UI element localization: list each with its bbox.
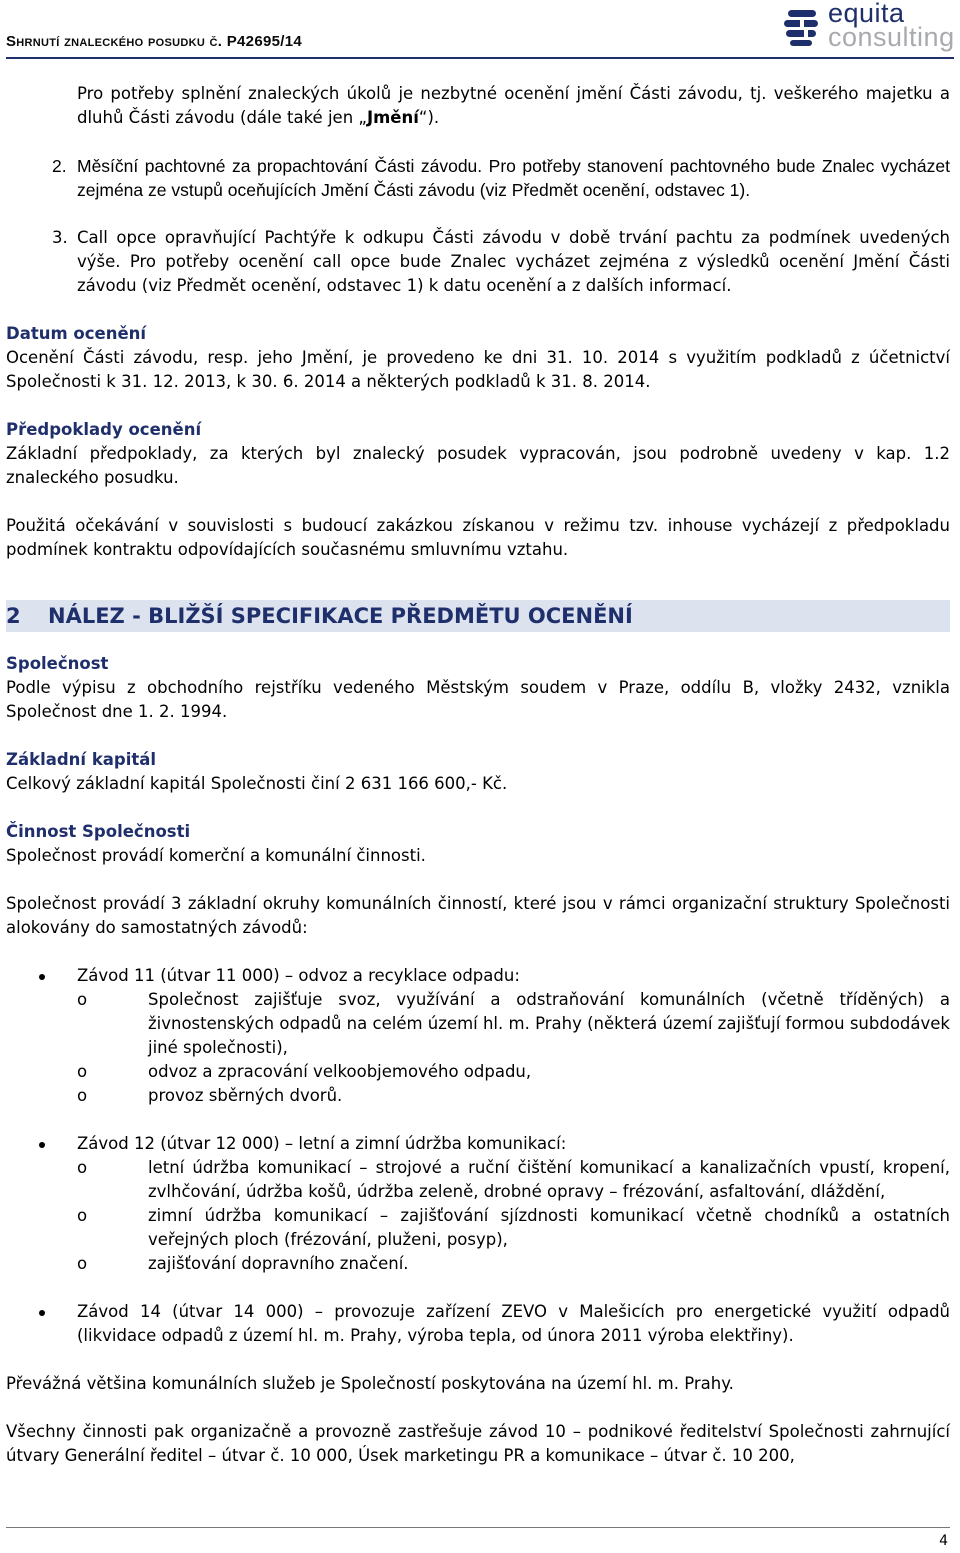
spolecnost-text: Podle výpisu z obchodního rejstříku vedeného Městským soudem v Praze, oddílu B, vložky 2432, vznikla Společnost dne 1. 2. 1994. [6, 678, 950, 721]
header-divider [6, 57, 954, 59]
sub-list-item: o odvoz a zpracování velkoobjemového odpadu, [77, 1060, 950, 1084]
sub-list [77, 988, 950, 1108]
section-heading-2 [6, 600, 950, 632]
plant-label: Závod 14 (útvar 14 000) – provozuje zařízení ZEVO v Malešicích pro energetické využití odpadů (likvidace odpadů z území hl. m. Prahy, výroba tepla, od února 2011 výroba elektřiny). [77, 1302, 950, 1345]
list-item-plant-11 [6, 964, 950, 1132]
heading-cinnost: Činnost Společnosti [6, 822, 191, 841]
predpoklady-text-2: Použitá očekávání v souvislosti s budoucí zakázkou získanou v režimu tzv. inhouse vycházejí z předpokladu podmínek kontraktu odpovídajících současnému smluvnímu vztahu. [6, 516, 950, 559]
logo-mark-icon [784, 8, 822, 48]
sub-bullet-icon: o [77, 1062, 88, 1081]
intro-paragraph [77, 82, 950, 130]
sub-list-item: o provoz sběrných dvorů. [77, 1084, 950, 1108]
sub-list [77, 1156, 950, 1276]
heading-datum-oceneni: Datum ocenění [6, 324, 147, 343]
sub-list-item: o letní údržba komunikací – strojové a ruční čištění komunikací a kanalizačních vpustí, kropení, zvlhčování, údržba košů, údržba zeleně, drobné opravy – frézování, asfaltování, dláždění, [77, 1158, 950, 1201]
item-text: Call opce opravňující Pachtýře k odkupu Části závodu v době trvání pachtu za podmínek uvedených výše. Pro potřeby ocenění call opce bude Znalec vycházet zejména z výsledků ocenění Jmění Části závodu (viz Předmět ocenění, odstavec 1) k datu ocenění a z dalších informací. [77, 228, 950, 295]
list-item-plant-14 [6, 1300, 950, 1348]
kapital-text: Celkový základní kapitál Společnosti činí 2 631 166 600,- Kč. [6, 774, 508, 793]
page-header [6, 0, 954, 64]
intro-text-prefix: Pro potřeby splnění znaleckých úkolů je nezbytné ocenění jmění Části závodu, tj. veškerého majetku a dluhů Části závodu (dále také jen „ [77, 84, 950, 127]
page-number: 4 [939, 1533, 948, 1549]
numbered-item-3 [6, 226, 950, 298]
item-text: Měsíční pachtovné za propachtování Části závodu. Pro potřeby stanovení pachtovného bude Znalec vycházet zejména ze vstupů oceňujících Jmění Části závodu (viz Předmět ocenění, odstavec 1). [77, 156, 950, 200]
intro-text-bold: Jmění [366, 108, 419, 127]
heading-zakladni-kapital: Základní kapitál [6, 750, 157, 769]
plants-list [6, 964, 950, 1348]
cinnost-text-2: Společnost provádí 3 základní okruhy komunálních činností, které jsou v rámci organizační struktury Společnosti alokovány do samostatných závodů: [6, 894, 950, 937]
item-number: 3. [52, 228, 68, 247]
bullet-icon [39, 1142, 45, 1148]
heading-predpoklady: Předpoklady ocenění [6, 420, 202, 439]
footer-divider [6, 1527, 950, 1528]
sub-bullet-icon: o [77, 1254, 88, 1273]
sub-bullet-icon: o [77, 1206, 88, 1225]
heading-spolecnost: Společnost [6, 654, 109, 673]
section-title: NÁLEZ - BLIŽŠÍ SPECIFIKACE PŘEDMĚTU OCENĚNÍ [48, 604, 633, 628]
plant-label: Závod 12 (útvar 12 000) – letní a zimní údržba komunikací: [77, 1134, 567, 1153]
bullet-icon [39, 1310, 45, 1316]
equita-logo [784, 2, 954, 52]
item-number: 2. [52, 156, 67, 176]
datum-text: Ocenění Části závodu, resp. jeho Jmění, je provedeno ke dni 31. 10. 2014 s využitím podkladů z účetnictví Společnosti k 31. 12. 2013, k 30. 6. 2014 a některých podkladů k 31. 8. 2014. [6, 348, 950, 391]
numbered-item-2 [6, 154, 950, 202]
logo-word-equita: equita [828, 0, 905, 28]
sub-list-item: o zimní údržba komunikací – zajišťování sjízdnosti komunikací včetně chodníků a ostatních veřejných ploch (frézování, pluženi, posyp), [77, 1206, 950, 1249]
sub-list-item: o zajišťování dopravního značení. [77, 1252, 950, 1276]
bullet-icon [39, 974, 45, 980]
document-title: Shrnutí znaleckého posudku č. P42695/14 [6, 33, 302, 50]
predpoklady-text-1: Základní předpoklady, za kterých byl znalecký posudek vypracován, jsou podrobně uvedeny v kap. 1.2 znaleckého posudku. [6, 444, 950, 487]
cinnost-text-3: Převážná většina komunálních služeb je Společností poskytována na území hl. m. Prahy. [6, 1374, 734, 1393]
intro-text-suffix: “). [418, 108, 440, 127]
cinnost-text-4: Všechny činnosti pak organizačně a provozně zastřešuje závod 10 – podnikové ředitelství Společnosti zahrnující útvary Generální ředitel – útvar č. 10 000, Úsek marketingu PR a komunikace – útvar č. 10 200, [6, 1422, 950, 1465]
sub-bullet-icon: o [77, 1086, 88, 1105]
list-item-plant-12 [6, 1132, 950, 1300]
logo-word-consulting: consulting [828, 22, 955, 52]
sub-bullet-icon: o [77, 990, 88, 1009]
section-number: 2 [6, 604, 21, 628]
page-content [6, 82, 950, 1468]
sub-list-item: o Společnost zajišťuje svoz, využívání a odstraňování komunálních (včetně tříděných) a živnostenských odpadů na celém území hl. m. Prahy (některá území zajišťují formou subdodávek jiné společnosti), [77, 990, 950, 1057]
sub-bullet-icon: o [77, 1158, 88, 1177]
plant-label: Závod 11 (útvar 11 000) – odvoz a recyklace odpadu: [77, 966, 520, 985]
cinnost-text-1: Společnost provádí komerční a komunální činnosti. [6, 846, 426, 865]
